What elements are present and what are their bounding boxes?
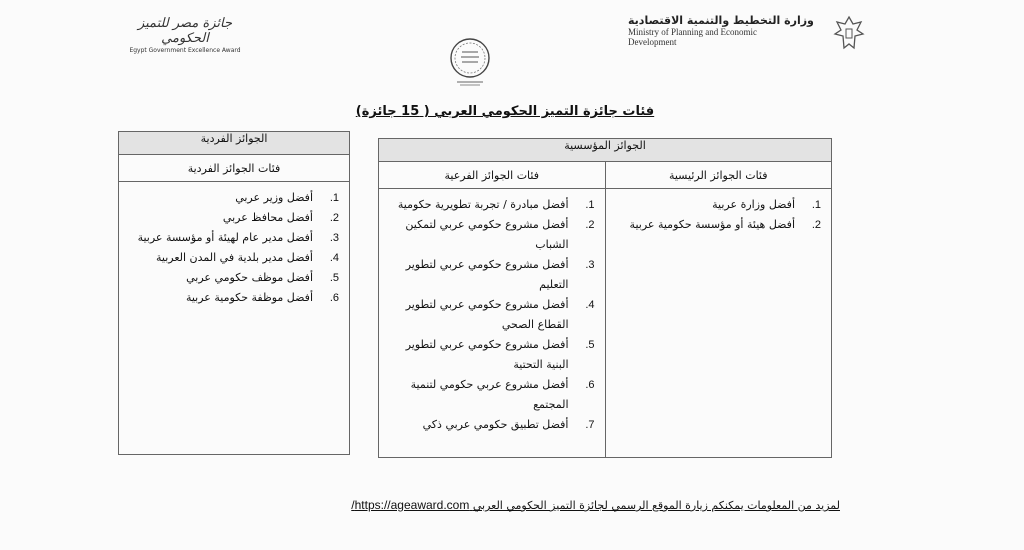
list-item-number: 2. (329, 212, 339, 224)
list-item-number: 3. (585, 259, 595, 271)
list-item (612, 195, 822, 215)
list-item (125, 268, 339, 288)
individual-awards-list (125, 188, 339, 308)
ministry-name-ar: وزارة التخطيط والتنمية الاقتصادية (628, 14, 814, 27)
list-item-text: أفضل هيئة أو مؤسسة حكومية عربية (629, 218, 795, 231)
sub-awards-list-cell (379, 189, 606, 458)
list-item-number: 3. (329, 232, 339, 244)
main-awards-list-cell (605, 189, 832, 458)
individual-awards-header: الجوائز الفردية (119, 132, 350, 155)
list-item (385, 195, 595, 215)
list-item-number: 4. (329, 252, 339, 264)
list-item-text: أفضل موظف حكومي عربي (186, 271, 313, 284)
arab-award-seal-icon (447, 36, 493, 88)
list-item-text: أفضل محافظ عربي (222, 211, 313, 224)
institutional-awards-header: الجوائز المؤسسية (379, 139, 832, 162)
list-item (385, 335, 595, 375)
list-item (125, 188, 339, 208)
list-item-number: 7. (585, 419, 595, 431)
list-item (385, 415, 595, 435)
list-item-text: أفضل تطبيق حكومي عربي ذكي (422, 418, 569, 431)
list-item-number: 4. (585, 299, 595, 311)
sub-awards-list (385, 195, 595, 435)
list-item-number: 5. (329, 272, 339, 284)
list-item (385, 215, 595, 255)
list-item-number: 2. (811, 219, 821, 231)
list-item-text: أفضل مشروع عربي حكومي لتنمية المجتمع (410, 378, 569, 411)
list-item (125, 288, 339, 308)
list-item (612, 215, 822, 235)
list-item-text: أفضل مبادرة / تجربة تطويرية حكومية (397, 198, 569, 211)
website-link[interactable]: https://ageaward.com/ (351, 498, 470, 512)
award-logo-en: Egypt Government Excellence Award (129, 47, 241, 54)
list-item (385, 255, 595, 295)
list-item-number: 6. (329, 292, 339, 304)
list-item (125, 228, 339, 248)
list-item (125, 248, 339, 268)
list-item-text: أفضل مشروع حكومي عربي لتطوير البنية التحتية (405, 338, 569, 371)
list-item (385, 295, 595, 335)
list-item-text: أفضل وزارة عربية (712, 198, 795, 211)
list-item (125, 208, 339, 228)
list-item (385, 375, 595, 415)
individual-awards-subheader: فئات الجوائز الفردية (119, 155, 350, 182)
list-item-number: 1. (329, 192, 339, 204)
main-awards-list (612, 195, 822, 235)
ministry-name-en-line2: Development (628, 37, 677, 47)
award-logo-ar: جائزة مصر للتميز الحكومي (137, 16, 233, 46)
egypt-award-logo (120, 16, 250, 54)
list-item-text: أفضل مشروع حكومي عربي لتطوير القطاع الصحي (405, 298, 569, 331)
list-item-number: 1. (585, 199, 595, 211)
eagle-emblem-icon (832, 14, 866, 52)
list-item-text: أفضل موظفة حكومية عربية (185, 291, 313, 304)
list-item-number: 2. (585, 219, 595, 231)
ministry-name-en-line1: Ministry of Planning and Economic (628, 27, 757, 37)
individual-awards-table (118, 131, 350, 455)
list-item-text: أفضل مدير عام لهيئة أو مؤسسة عربية (137, 231, 313, 244)
list-item-text: أفضل مشروع حكومي عربي لتمكين الشباب (405, 218, 569, 251)
footer-text: لمزيد من المعلومات يمكنكم زيارة الموقع الرسمي لجائزة التميز الحكومي العربي (472, 499, 840, 512)
institutional-awards-table (378, 138, 832, 458)
individual-awards-list-cell (119, 182, 350, 455)
page-title: فئات جائزة التميز الحكومي العربي ( 15 جائزة) (355, 104, 655, 119)
list-item-text: أفضل مشروع حكومي عربي لتطوير التعليم (405, 258, 569, 291)
sub-awards-subheader: فئات الجوائز الفرعية (379, 162, 606, 189)
list-item-number: 5. (585, 339, 595, 351)
list-item-number: 1. (811, 199, 821, 211)
main-awards-subheader: فئات الجوائز الرئيسية (605, 162, 832, 189)
list-item-text: أفضل وزير عربي (235, 191, 313, 204)
list-item-number: 6. (585, 379, 595, 391)
ministry-logo (628, 14, 828, 47)
footer-note (335, 498, 840, 512)
list-item-text: أفضل مدير بلدية في المدن العربية (155, 251, 313, 264)
